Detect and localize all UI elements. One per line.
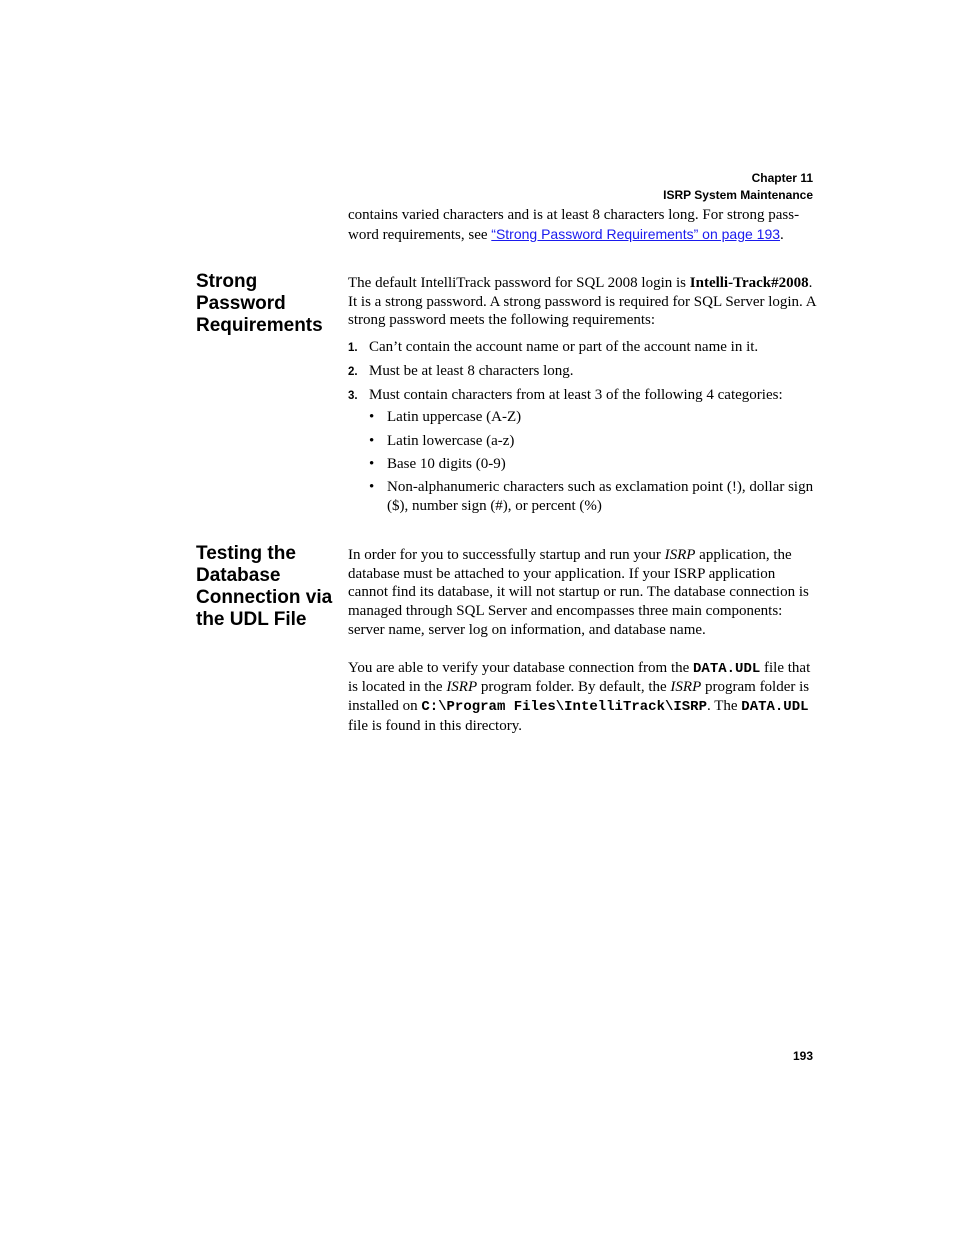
default-password: Intelli-Track#2008 bbox=[689, 275, 809, 291]
list-item bbox=[348, 362, 816, 381]
categories-list bbox=[369, 408, 816, 516]
category-text: Latin lowercase (a-z) bbox=[387, 432, 515, 449]
bullet-icon: • bbox=[369, 456, 375, 472]
testing-paragraph-2: You are able to verify your database connection from the DATA.UDL file that is located in the ISRP program folder. By default, the ISRP program folder is installed on C:\Program Files\IntelliTrack\ISRP. The DATA.UDL file is found in this directory. bbox=[348, 659, 811, 734]
intro-text: contains varied characters and is at least 8 characters long. For strong pass-word requirements, see bbox=[348, 207, 800, 243]
chapter-title: ISRP System Maintenance bbox=[663, 187, 813, 202]
list-item-text: Can’t contain the account name or part of the account name in it. bbox=[369, 339, 759, 356]
intro-text-end: . bbox=[780, 226, 784, 243]
section-testing-connection-body bbox=[348, 546, 816, 735]
category-text: Base 10 digits (0-9) bbox=[387, 456, 506, 472]
list-item bbox=[369, 408, 816, 427]
udl-filename: DATA.UDL bbox=[693, 660, 761, 677]
testing-paragraph-1: In order for you to successfully startup and run your ISRP application, the database must be attached to your application. If your ISRP application cannot find its database, it will not startup or run. The database connection is managed through SQL Server and encompasses three main components: server name, server log on information, and database name. bbox=[348, 547, 809, 638]
section-strong-password-body bbox=[348, 274, 816, 521]
intro-paragraph bbox=[348, 206, 816, 244]
install-path: C:\Program Files\IntelliTrack\ISRP bbox=[421, 698, 707, 715]
list-number: 3. bbox=[348, 389, 358, 402]
list-item-text: Must contain characters from at least 3 of the following 4 categories: bbox=[369, 386, 783, 403]
bullet-icon: • bbox=[369, 409, 375, 426]
list-item bbox=[369, 455, 816, 474]
list-item-text: Must be at least 8 characters long. bbox=[369, 362, 574, 379]
section-heading-testing-connection: Testing the Database Connection via the UDL File bbox=[196, 543, 333, 630]
section-heading-strong-password: Strong Password Requirements bbox=[196, 271, 323, 336]
category-text: Non-alphanumeric characters such as exclamation point (!), dollar sign ($), number sign (#), or percent (%) bbox=[387, 479, 814, 515]
bullet-icon: • bbox=[369, 479, 375, 496]
list-item bbox=[369, 478, 816, 515]
list-item bbox=[348, 338, 816, 357]
strong-password-link[interactable]: “Strong Password Requirements” on page 193 bbox=[491, 225, 781, 242]
bullet-icon: • bbox=[369, 432, 375, 449]
list-item bbox=[369, 432, 816, 451]
udl-filename: DATA.UDL bbox=[741, 698, 809, 715]
list-number: 1. bbox=[348, 342, 358, 355]
list-item bbox=[348, 386, 816, 516]
page-number: 193 bbox=[792, 1049, 813, 1063]
requirements-list bbox=[348, 338, 816, 516]
strong-password-paragraph: The default IntelliTrack password for SQL 2008 login is Intelli-Track#2008. It is a strong password. A strong password is required for SQL Server login. A strong password meets the following requirements: bbox=[348, 275, 816, 329]
category-text: Latin uppercase (A-Z) bbox=[387, 409, 522, 426]
list-number: 2. bbox=[348, 365, 358, 378]
chapter-number: Chapter 11 bbox=[751, 171, 813, 185]
running-header bbox=[663, 170, 813, 203]
